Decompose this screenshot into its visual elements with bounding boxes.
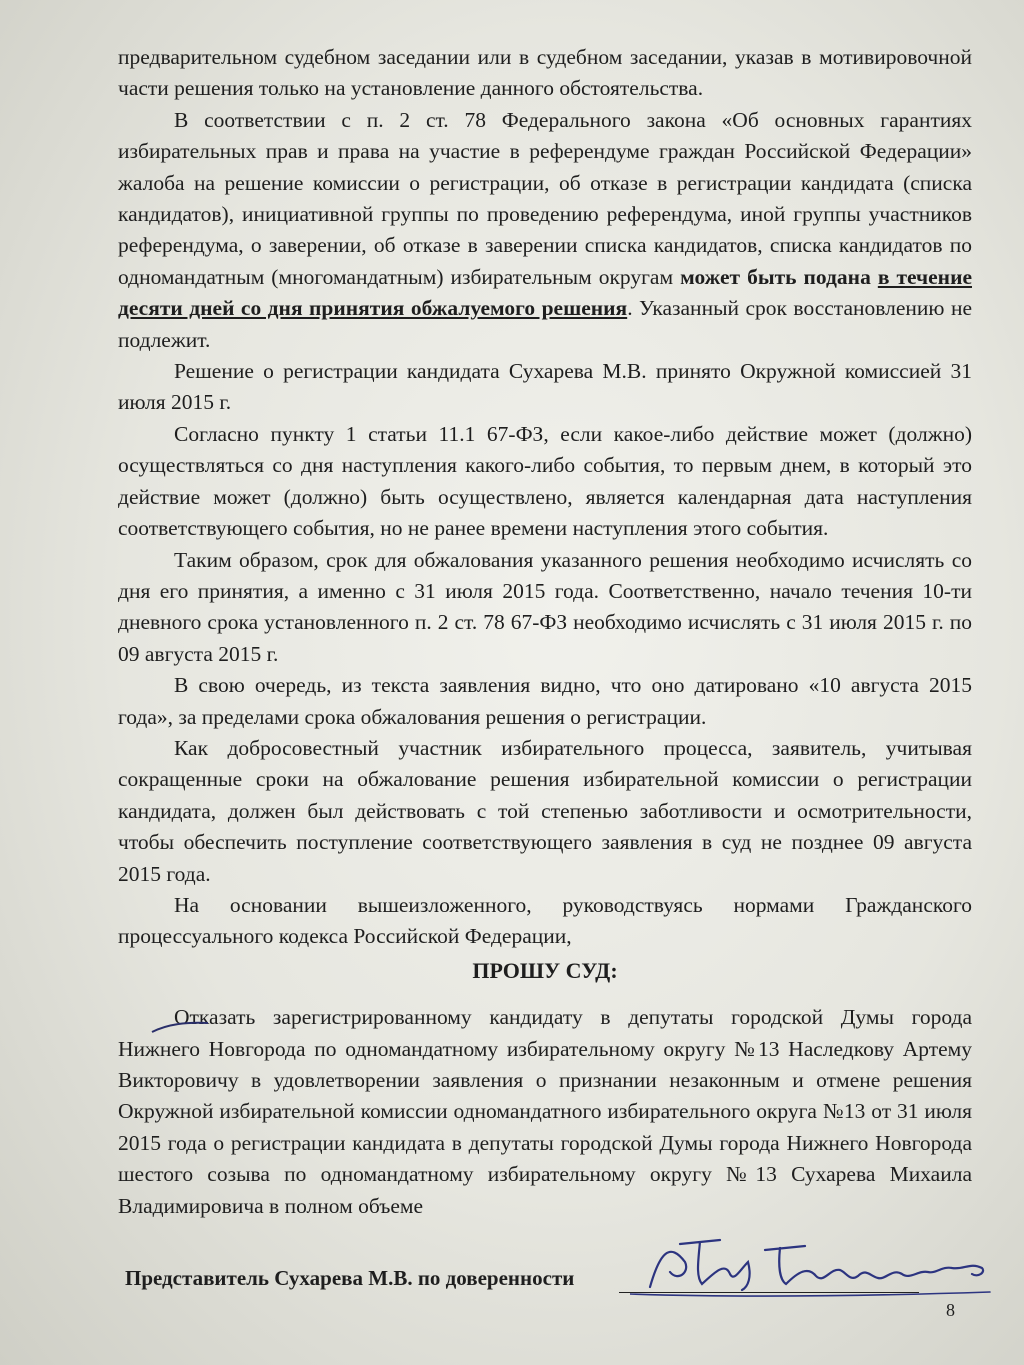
underlined-phrase: в течение десяти дней со дня принятия обжалуемого решения <box>118 264 972 321</box>
signature-label: Представитель Сухарева М.В. по доверенности <box>125 1266 575 1290</box>
paragraph-law-reference-text: В соответствии с п. 2 ст. 78 Федерального закона «Об основных гарантиях избирательных прав и права на участие в референдуме граждан Российской Федерации» жалоба на решение комиссии о регистрации, об отказе в регистрации кандидата (списка кандидатов), инициативной группы по проведению референдума, иной группы участников референдума, о заверении, об отказе в заверении списка кандидатов, списка кандидатов по одномандатным (многомандатным) избирательным округам <box>118 107 972 289</box>
pen-mark-icon <box>150 1020 210 1034</box>
page-number: 8 <box>946 1300 955 1320</box>
paragraph-conclusion: На основании вышеизложенного, руководствуясь нормами Гражданского процессуального кодекса Российской Федерации, <box>118 892 972 949</box>
paragraph-good-faith: Как добросовестный участник избирательного процесса, заявитель, учитывая сокращенные сроки на обжалование решения избирательной комиссии о регистрации кандидата, должен был действовать с той степенью заботливости и осмотрительности, чтобы обеспечить поступление соответствующего заявления в суд не позднее 09 августа 2015 года. <box>118 735 972 886</box>
paragraph-law-reference-tail: . Указанный срок восстановлению не подлежит. <box>118 296 972 352</box>
paragraph-law-reference <box>118 105 972 356</box>
paragraph-application-date: В свою очередь, из текста заявления видно, что оно датировано «10 августа 2015 года», за пределами срока обжалования решения о регистрации. <box>118 673 972 729</box>
paragraph-registration-decision: Решение о регистрации кандидата Сухарева М.В. принято Окружной комиссией 31 июля 2015 г. <box>118 359 972 415</box>
request-heading: ПРОШУ СУД: <box>472 957 618 983</box>
handwritten-signature <box>630 1232 1000 1302</box>
paragraph-article-11-1: Согласно пункту 1 статьи 11.1 67-ФЗ, если какое-либо действие может (должно) осуществляться со дня наступления какого-либо события, то первым днем, в который это действие может (должно) быть осуществлено, является календарная дата наступления соответствующего события, но не ранее времени наступления этого события. <box>118 421 972 541</box>
document-body <box>118 42 972 1222</box>
paragraph-request: Отказать зарегистрированному кандидату в депутаты городской Думы города Нижнего Новгорода по одномандатному избирательному округу №13 Наследкову Артему Викторовичу в удовлетворении заявления о признании незаконным и отмене решения Окружной избирательной комиссии одномандатного избирательного округа №13 от 31 июля 2015 года о регистрации кандидата в депутаты городской Думы города Нижнего Новгорода шестого созыва по одномандатному избирательному округу №13 Сухарева Михаила Владимировича в полном объеме <box>118 1005 972 1218</box>
bold-phrase: может быть подана <box>680 264 871 289</box>
paragraph-continuation: предварительном судебном заседании или в судебном заседании, указав в мотивировочной части решения только на установление данного обстоятельства. <box>118 45 972 101</box>
paragraph-deadline-calculation: Таким образом, срок для обжалования указанного решения необходимо исчислять со дня его принятия, а именно с 31 июля 2015 года. Соответственно, начало течения 10-ти дневного срока установленного п. 2 ст. 78 67-ФЗ необходимо исчислять с 31 июля 2015 г. по 09 августа 2015 г. <box>118 547 972 666</box>
